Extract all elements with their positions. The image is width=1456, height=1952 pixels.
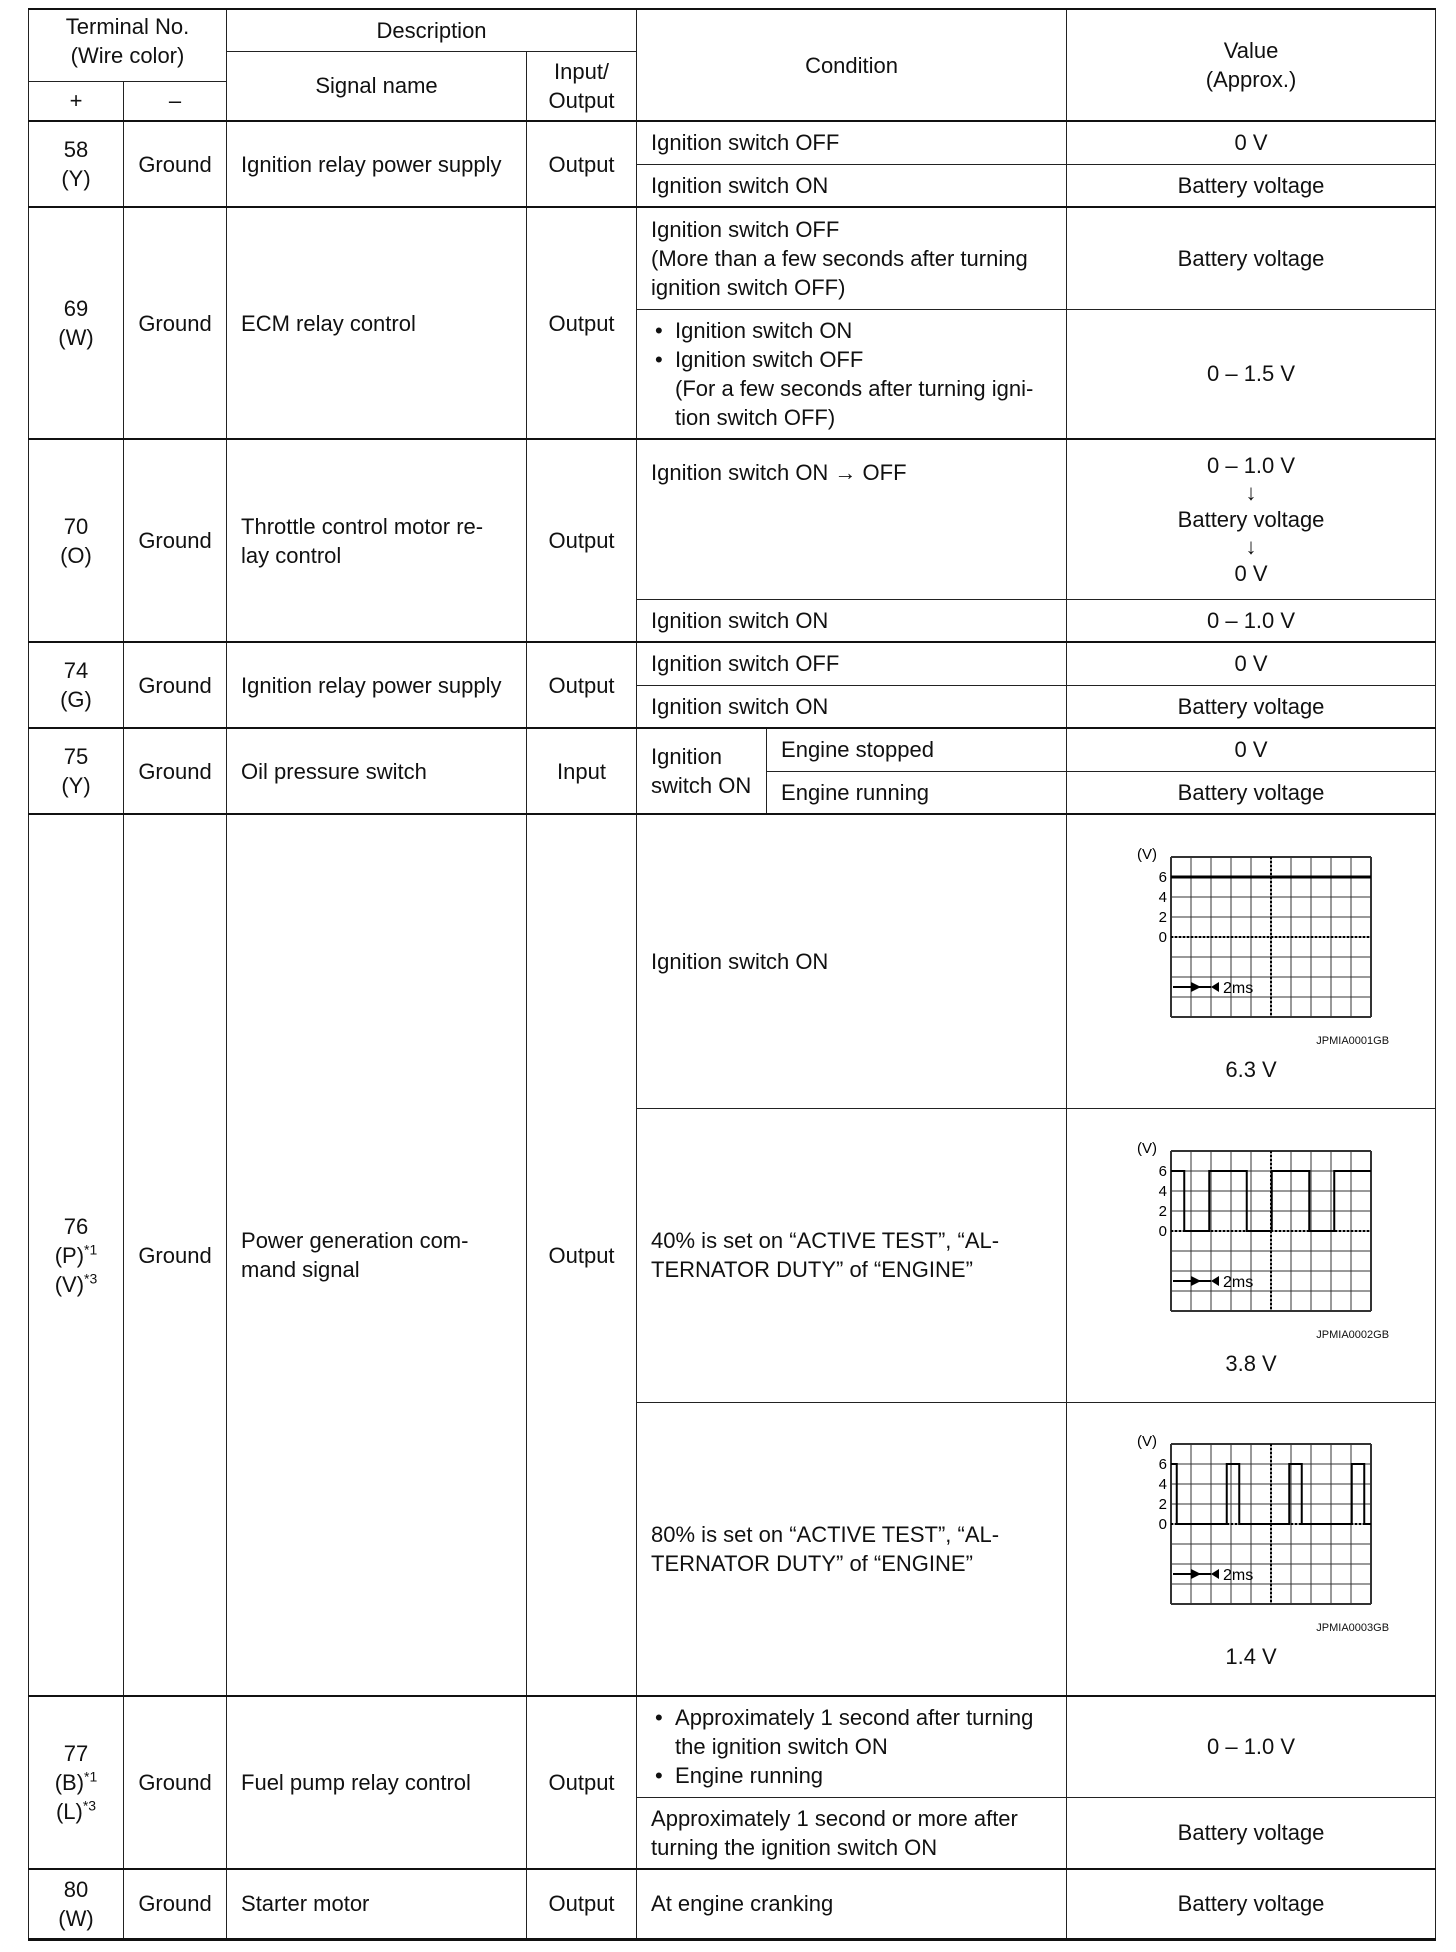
condition-line: TERNATOR DUTY” of “ENGINE”	[651, 1257, 973, 1282]
tick-label: 2	[1158, 1496, 1168, 1514]
input-output: Output	[527, 814, 637, 1696]
time-scale-label: 2ms	[1223, 979, 1254, 997]
scope-cell	[1067, 1402, 1436, 1696]
bullet-item: • Engine running	[675, 1761, 1052, 1790]
condition: Ignition switch ON → OFF	[637, 439, 1067, 599]
condition-line: 40% is set on “ACTIVE TEST”, “AL-	[651, 1228, 1000, 1253]
tick-label: 2	[1158, 908, 1168, 926]
terminal-58	[29, 121, 124, 207]
header-terminal-no: Terminal No.	[65, 14, 190, 39]
condition-line: ignition switch OFF)	[651, 274, 846, 300]
condition: Engine running	[767, 771, 1067, 814]
tick-label: 0	[1158, 1222, 1168, 1240]
bullet-text: Ignition switch OFF	[675, 346, 864, 372]
footnote-ref: *3	[82, 1797, 97, 1814]
condition-line: TERNATOR DUTY” of “ENGINE”	[651, 1550, 973, 1576]
tick-label: 4	[1158, 1182, 1168, 1200]
left-arrow-icon	[1211, 1276, 1219, 1286]
value: Battery voltage	[1067, 1869, 1436, 1939]
input-output: Output	[527, 207, 637, 439]
wire-color: (P)	[54, 1242, 85, 1268]
header-wire-color: (Wire color)	[70, 43, 185, 68]
terminal-number: 74	[63, 658, 89, 683]
scope-cell	[1067, 814, 1436, 1108]
waveform-trace	[1171, 1171, 1371, 1231]
bullet-item	[675, 345, 1052, 432]
wire-color: (W)	[58, 325, 94, 350]
terminal-minus: Ground	[124, 207, 227, 439]
terminal-number: 70	[63, 513, 89, 539]
signal-name	[227, 814, 527, 1696]
terminal-number: 58	[63, 137, 89, 162]
wire-color: (Y)	[61, 773, 91, 798]
condition-line: turning the ignition switch ON	[651, 1834, 938, 1860]
condition-line: Ignition switch OFF	[651, 216, 840, 242]
header-signal-name: Signal name	[227, 51, 527, 121]
condition	[637, 1108, 1067, 1402]
value: Battery voltage	[1067, 164, 1436, 207]
signal-line: Throttle control motor re-	[241, 513, 484, 539]
input-output: Output	[527, 439, 637, 642]
terminal-75	[29, 728, 124, 814]
bullet-subtext: (For a few seconds after turning igni-	[675, 375, 1034, 401]
condition	[637, 1696, 1067, 1797]
header-condition: Condition	[637, 9, 1067, 121]
terminal-70	[29, 439, 124, 642]
terminal-76	[29, 814, 124, 1696]
time-scale-label: 2ms	[1223, 1273, 1254, 1291]
footnote-ref: *1	[84, 1241, 98, 1258]
wire-color: (V)	[54, 1271, 85, 1297]
terminal-minus: Ground	[124, 439, 227, 642]
condition-line: 80% is set on “ACTIVE TEST”, “AL-	[651, 1521, 1000, 1547]
header-plus: +	[29, 81, 124, 121]
bullet-subtext: tion switch OFF)	[675, 404, 836, 430]
condition	[637, 1402, 1067, 1696]
value: 0 V	[1067, 728, 1436, 771]
value: 0 – 1.0 V	[1067, 1696, 1436, 1797]
header-value	[1067, 9, 1436, 121]
condition: Ignition switch ON	[637, 685, 1067, 728]
condition-main	[637, 728, 767, 814]
axis-unit: (V)	[1137, 1433, 1158, 1451]
value: Battery voltage	[1067, 771, 1436, 814]
bullet-item	[675, 1703, 1052, 1761]
footnote-ref: *1	[84, 1768, 98, 1785]
wire-color: (B)	[54, 1770, 85, 1795]
condition-line: Approximately 1 second or more after	[651, 1805, 1018, 1831]
signal-name: Starter motor	[227, 1869, 527, 1939]
header-io-line2: Output	[548, 87, 615, 113]
condition	[637, 1797, 1067, 1869]
condition: Ignition switch OFF	[637, 121, 1067, 164]
condition-bullets	[651, 316, 1052, 432]
footnote-ref: *3	[84, 1270, 98, 1287]
value: Battery voltage	[1067, 685, 1436, 728]
right-arrow-icon	[1191, 982, 1201, 992]
time-scale-label: 2ms	[1223, 1567, 1254, 1585]
value-line: 0 – 1.0 V	[1207, 452, 1296, 478]
condition-bullets	[651, 1703, 1052, 1790]
value: 3.8 V	[1225, 1350, 1277, 1376]
condition: Ignition switch OFF	[637, 642, 1067, 685]
value: 0 V	[1067, 121, 1436, 164]
terminal-number: 69	[63, 296, 89, 321]
axis-unit: (V)	[1137, 1139, 1158, 1157]
terminal-minus: Ground	[124, 728, 227, 814]
figure-code: JPMIA0001GB	[1316, 1034, 1390, 1047]
left-arrow-icon	[1211, 1569, 1219, 1579]
oscilloscope-waveform	[1101, 1430, 1401, 1620]
value-line: Battery voltage	[1177, 506, 1325, 532]
terminal-number: 75	[63, 744, 89, 769]
condition-line: (More than a few seconds after turning	[651, 245, 1028, 271]
terminal-minus: Ground	[124, 1696, 227, 1869]
value: 0 – 1.5 V	[1067, 309, 1436, 439]
wire-color: (Y)	[61, 166, 91, 191]
down-arrow-icon: ↓	[1245, 479, 1257, 505]
condition-line: Ignition	[651, 744, 722, 769]
signal-line: Power generation com-	[241, 1228, 469, 1253]
scope-cell	[1067, 1108, 1436, 1402]
condition: At engine cranking	[637, 1869, 1067, 1939]
tick-label: 6	[1158, 868, 1168, 886]
left-arrow-icon	[1211, 982, 1219, 992]
header-terminal	[29, 9, 227, 81]
terminal-spec-table	[28, 8, 1436, 1941]
tick-label: 6	[1158, 1162, 1168, 1180]
input-output: Output	[527, 642, 637, 728]
terminal-minus: Ground	[124, 814, 227, 1696]
input-output: Output	[527, 121, 637, 207]
signal-name: Ignition relay power supply	[227, 121, 527, 207]
oscilloscope-waveform	[1101, 843, 1401, 1033]
tick-label: 4	[1158, 1476, 1168, 1494]
value-line: 0 V	[1234, 560, 1268, 586]
terminal-minus: Ground	[124, 1869, 227, 1939]
header-input-output	[527, 51, 637, 121]
value: 0 – 1.0 V	[1067, 599, 1436, 642]
condition: Ignition switch ON	[637, 814, 1067, 1108]
value: 1.4 V	[1225, 1644, 1277, 1670]
figure-code: JPMIA0002GB	[1316, 1328, 1390, 1341]
signal-name: Ignition relay power supply	[227, 642, 527, 728]
condition: Ignition switch ON	[637, 164, 1067, 207]
tick-label: 0	[1158, 928, 1168, 946]
value	[1067, 439, 1436, 599]
wire-color: (W)	[58, 1905, 94, 1931]
wire-color: (L)	[55, 1799, 83, 1824]
header-value-label: Value	[1223, 38, 1279, 63]
wire-color: (G)	[60, 687, 92, 712]
tick-label: 6	[1158, 1456, 1168, 1474]
input-output: Output	[527, 1869, 637, 1939]
signal-name: ECM relay control	[227, 207, 527, 439]
condition	[637, 309, 1067, 439]
value: 6.3 V	[1225, 1056, 1277, 1082]
terminal-minus: Ground	[124, 121, 227, 207]
terminal-minus: Ground	[124, 642, 227, 728]
header-io-line1: Input/	[554, 58, 610, 84]
header-value-approx: (Approx.)	[1205, 67, 1297, 92]
condition: Ignition switch ON	[637, 599, 1067, 642]
bullet-item: • Ignition switch ON	[675, 316, 1052, 345]
signal-name: Fuel pump relay control	[227, 1696, 527, 1869]
input-output: Output	[527, 1696, 637, 1869]
signal-name	[227, 439, 527, 642]
terminal-80	[29, 1869, 124, 1939]
figure-code: JPMIA0003GB	[1316, 1622, 1390, 1635]
terminal-77	[29, 1696, 124, 1869]
right-arrow-icon	[1191, 1276, 1201, 1286]
value: 0 V	[1067, 642, 1436, 685]
tick-label: 2	[1158, 1202, 1168, 1220]
value: Battery voltage	[1067, 1797, 1436, 1869]
bullet-text: the ignition switch ON	[675, 1734, 888, 1760]
value: Battery voltage	[1067, 207, 1436, 309]
condition-line: switch ON	[651, 773, 752, 798]
signal-line: lay control	[241, 542, 342, 568]
terminal-number: 80	[63, 1876, 89, 1902]
terminal-number: 76	[63, 1213, 89, 1239]
down-arrow-icon: ↓	[1245, 533, 1257, 559]
signal-name: Oil pressure switch	[227, 728, 527, 814]
oscilloscope-waveform	[1101, 1137, 1401, 1327]
terminal-69	[29, 207, 124, 439]
wire-color: (O)	[60, 542, 92, 568]
axis-unit: (V)	[1137, 845, 1158, 863]
right-arrow-icon	[1191, 1569, 1201, 1579]
condition	[637, 207, 1067, 309]
terminal-number: 77	[63, 1741, 89, 1766]
signal-line: mand signal	[241, 1257, 360, 1282]
terminal-74	[29, 642, 124, 728]
bullet-text: Approximately 1 second after turning	[675, 1705, 1034, 1731]
header-minus: –	[124, 81, 227, 121]
header-description: Description	[227, 9, 637, 51]
tick-label: 0	[1158, 1516, 1168, 1534]
input-output: Input	[527, 728, 637, 814]
condition: Engine stopped	[767, 728, 1067, 771]
tick-label: 4	[1158, 888, 1168, 906]
